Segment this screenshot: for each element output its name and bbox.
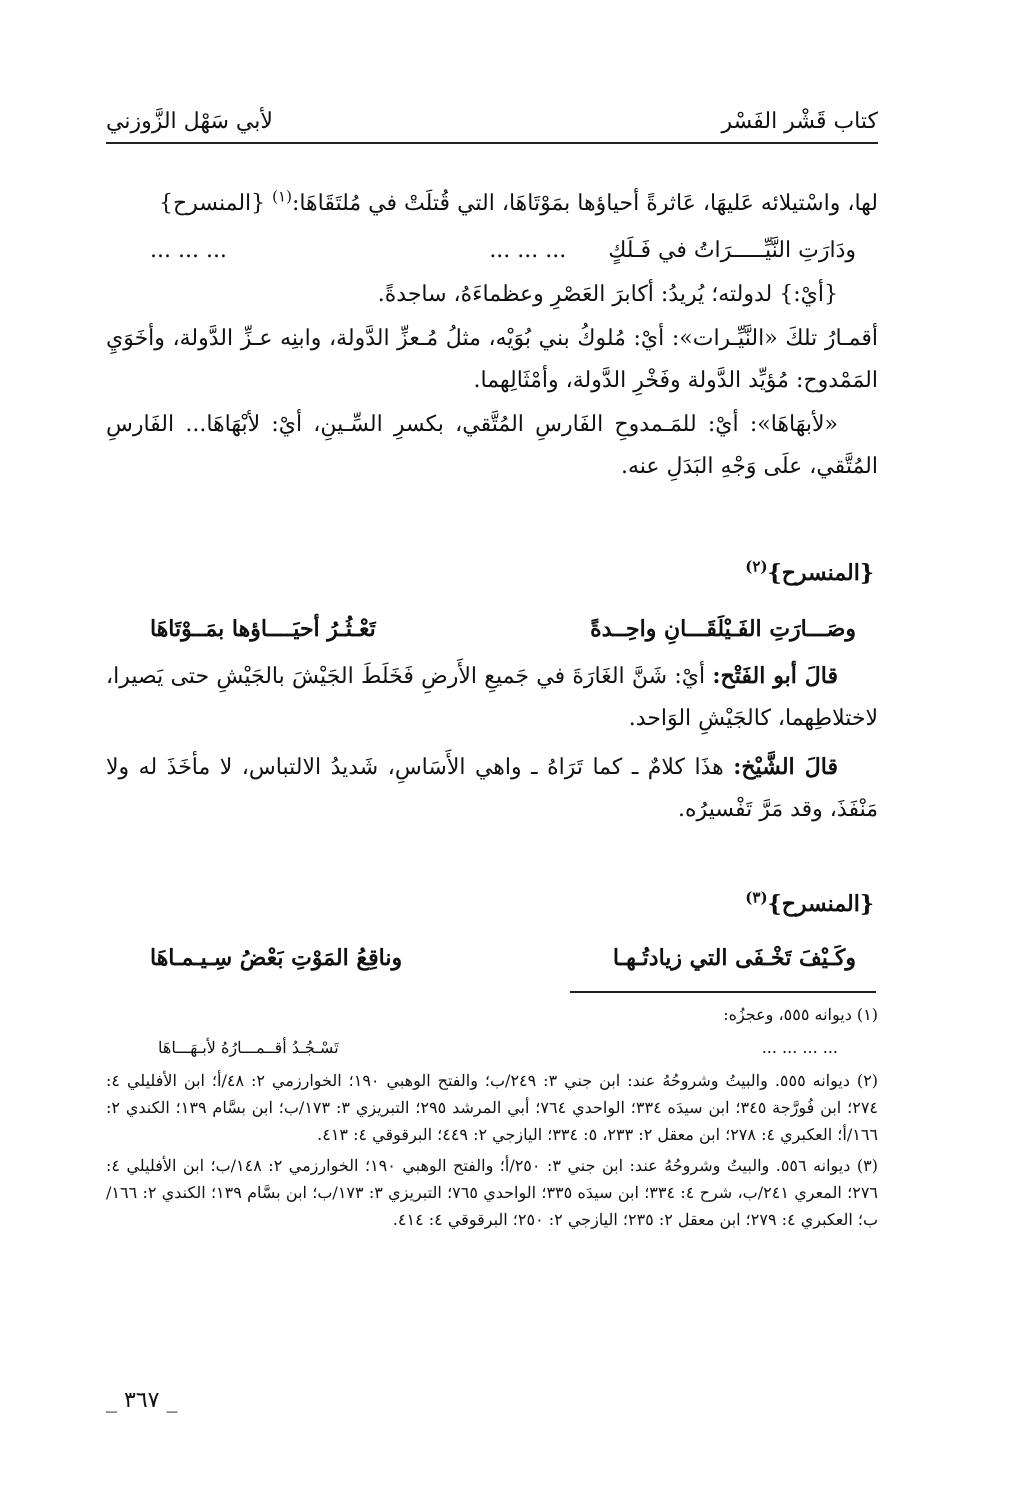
paragraph-1: {أيْ:} لدولته؛ يُريدُ: أكابرَ العَصْرِ وعظماءَهُ، ساجدةً.: [377, 282, 838, 307]
verse-line-2: [150, 609, 856, 649]
verse-second-hemistich: تَسْـجُـدُ أقــمـــارُهُ لأبـهَـــاهَا: [158, 1038, 339, 1057]
footnote-rule: [570, 991, 876, 993]
verse-first-hemistich: ... ... ... ...: [761, 1038, 838, 1057]
section-1-intro: [106, 183, 878, 225]
verse-line-1: [150, 230, 856, 270]
verse-line-3: [150, 938, 856, 978]
page-number: _ ٣٦٧ _: [106, 1388, 178, 1413]
intro-paragraph: لها، واسْتيلائه عَليهَا، عَاثرةً أحياؤها بمَوْتَاهَا، التي قُتلَتْ في مُلتَقَاهَا:$^{(١)}$ {المنسرح}: [159, 187, 878, 216]
abu-alfath-paragraph: قالَ أبو الفَتْح: أيْ: شَنَّ الغَارَةَ في جَميعِ الأَرضِ فَخَلَطَ الجَيْشَ بالجَيْشِ حتى يَصيرا، لاختلاطِهما، كالجَيْشِ الوَاحد.: [106, 663, 878, 731]
footnote-3: (٣) ديوانه ٥٥٦. والبيتُ وشروحُهُ عند: ابن جني ٣: ٢٥٠/أ؛ والفتح الوهبي ١٩٠؛ الخوارزمي ٢: ١٤٨/ب؛ ابن الأفليلي ٤: ٢٧٦؛ المعري ٢٤١/ب، شرح ٤: ٣٣٤؛ ابن سيدَه ٣٣٥؛ الواحدي ٧٦٥؛ التبريزي ٣: ١٧٣/ب؛ ابن بسَّام ١٣٩؛ الكندي ٢: ١٦٦/ب؛ العكبري ٤: ٢٧٩؛ ابن معقل ٢: ٢٣٥؛ اليازجي ٢: ٢٥٠؛ البرقوقي ٤: ٤١٤.: [106, 1156, 878, 1229]
section-2-meter: {المنسرح}$^{(٢)}$: [745, 557, 874, 586]
verse-second-hemistich: تَعْـثُـرُ أحيَــــاؤها بمَــوْتَاهَا: [150, 616, 376, 642]
verse-first-hemistich: وصَـــارَتِ الفَـيْلَقَـــانِ واحِــدةً: [590, 616, 856, 642]
shaykh-paragraph: قالَ الشَّيْخ: هذَا كلامٌ ـ كما تَرَاهُ ـ واهي الأَسَاسِ، شَديدُ الالتباس، لا مأخَذَ له ولا مَنْفَذَ، وقد مَرَّ تَفْسيرُه.: [106, 754, 878, 822]
paragraph-3: «لأبهَاهَا»: أيْ: للمَـمدوحِ الفَارسِ المُتَّقي، بكسرِ السِّـينِ، أيْ: لأبْهَاهَا... الفَارسِ المُتَّقي، علَى وَجْهِ البَدَلِ عنه.: [106, 412, 878, 479]
footnote-ref-1[interactable]: (١): [272, 187, 292, 206]
section-3-meter: {المنسرح}$^{(٣)}$: [745, 888, 874, 917]
verse-first-hemistich: وكَـيْفَ تَخْـفَى التي زيادتُـهـا: [612, 945, 856, 971]
paragraph-2: أقمـارُ تلكَ «النَّيِّـرات»: أيْ: مُلوكُ بني بُوَيْه، مثلُ مُـعزِّ الدَّولة، وابنِه عـزِّ الدَّولة، وأخَوَيِ المَمْدوح: مُؤيِّد الدَّولة وفَخْرِ الدَّولة، وأمْثَالِهما.: [106, 326, 878, 393]
running-header: [106, 98, 878, 134]
section-1-commentary: [106, 274, 878, 488]
footnote-2: (٢) ديوانه ٥٥٥. والبيتُ وشروحُهُ عند: ابن جني ٣: ٢٤٩/ب؛ والفتح الوهبي ١٩٠؛ الخوارزمي ٢: ٤٨/أ؛ ابن الأفليلي ٤: ٢٧٤؛ ابن فُورَّجة ٣٤٥؛ ابن سيدَه ٣٣٤؛ الواحدي ٧٦٤؛ أبي المرشد ٢٩٥؛ التبريزي ٣: ١٧٣/ب؛ ابن بسَّام ١٣٩؛ الكندي ٢: ١٦٦/أ؛ العكبري ٤: ٢٧٨؛ ابن معقل ٢: ٢٣٣، ٥: ٣٣٤؛ اليازجي ٢: ٤٤٩؛ البرقوقي ٤: ٤١٣.: [106, 1071, 879, 1144]
section-2-commentary: [106, 655, 878, 831]
meter-label: {المنسرح}: [159, 191, 266, 216]
footnote-1-verse: [158, 1034, 838, 1061]
footnote-ref-3[interactable]: (٣): [745, 888, 768, 907]
author-name: لأبي سَهْل الزَّوزني: [106, 109, 273, 134]
verse-second-hemistich: وناقِعُ المَوْتِ بَعْضُ سِـيـمـاهَا: [150, 945, 403, 971]
book-title: كتاب قَشْر الفَسْر: [721, 109, 878, 134]
footnote-1: (١) ديوانه ٥٥٥، وعجزُه:: [723, 1005, 878, 1024]
footnote-ref-2[interactable]: (٢): [745, 557, 768, 576]
verse-second-hemistich: ... ... ...: [150, 237, 227, 263]
verse-first-hemistich: ودَارَتِ النَّيِّـــــرَاتُ في فَـلَكٍ ... ... ...: [489, 237, 856, 263]
header-rule: [106, 142, 878, 144]
footnotes: [106, 1001, 878, 1235]
